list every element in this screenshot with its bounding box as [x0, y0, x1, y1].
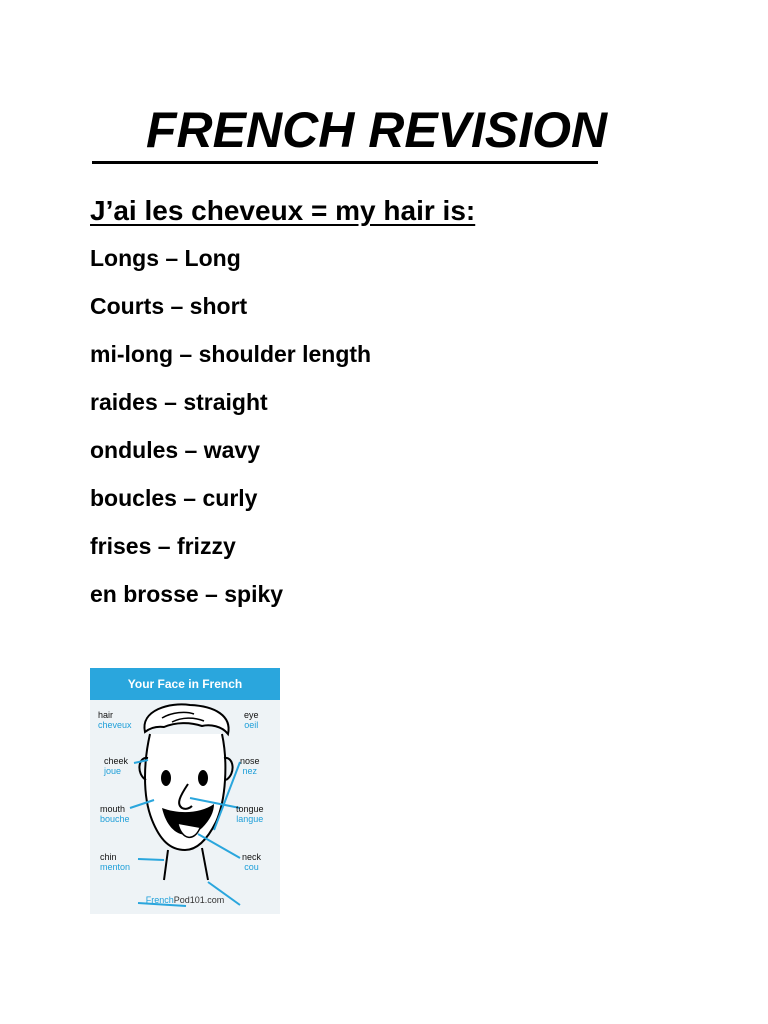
- label-mouth: mouth bouche: [100, 804, 130, 824]
- label-nose: nose nez: [240, 756, 260, 776]
- vocab-item: frises – frizzy: [90, 533, 236, 559]
- page-title: FRENCH REVISION: [92, 100, 598, 164]
- section-heading: J’ai les cheveux = my hair is:: [90, 195, 476, 226]
- vocab-item: ondules – wavy: [90, 437, 261, 463]
- label-neck: neck cou: [242, 852, 262, 872]
- hair-shape: [144, 704, 228, 734]
- label-cheek: cheek joue: [104, 756, 129, 776]
- label-tongue: tongue langue: [236, 804, 264, 824]
- card-title: Your Face in French: [90, 668, 280, 700]
- label-hair: hair cheveux: [98, 710, 132, 730]
- vocab-item: boucles – curly: [90, 485, 258, 511]
- label-chin: chin menton: [100, 852, 131, 872]
- neck-lines: [164, 848, 208, 880]
- credit-brand: French: [145, 895, 174, 905]
- card-credit: [90, 895, 280, 905]
- credit-domain: Pod101.com: [173, 895, 225, 905]
- vocab-item: Longs – Long: [90, 245, 241, 271]
- vocab-item: en brosse – spiky: [90, 581, 284, 607]
- face-vocab-card: [90, 668, 280, 914]
- eye-left: [161, 770, 171, 786]
- label-eye: eye oeil: [244, 710, 259, 730]
- vocab-list: [90, 240, 371, 624]
- vocab-item: raides – straight: [90, 389, 268, 415]
- eye-right: [198, 770, 208, 786]
- vocab-item: mi-long – shoulder length: [90, 341, 372, 367]
- vocab-item: Courts – short: [90, 293, 248, 319]
